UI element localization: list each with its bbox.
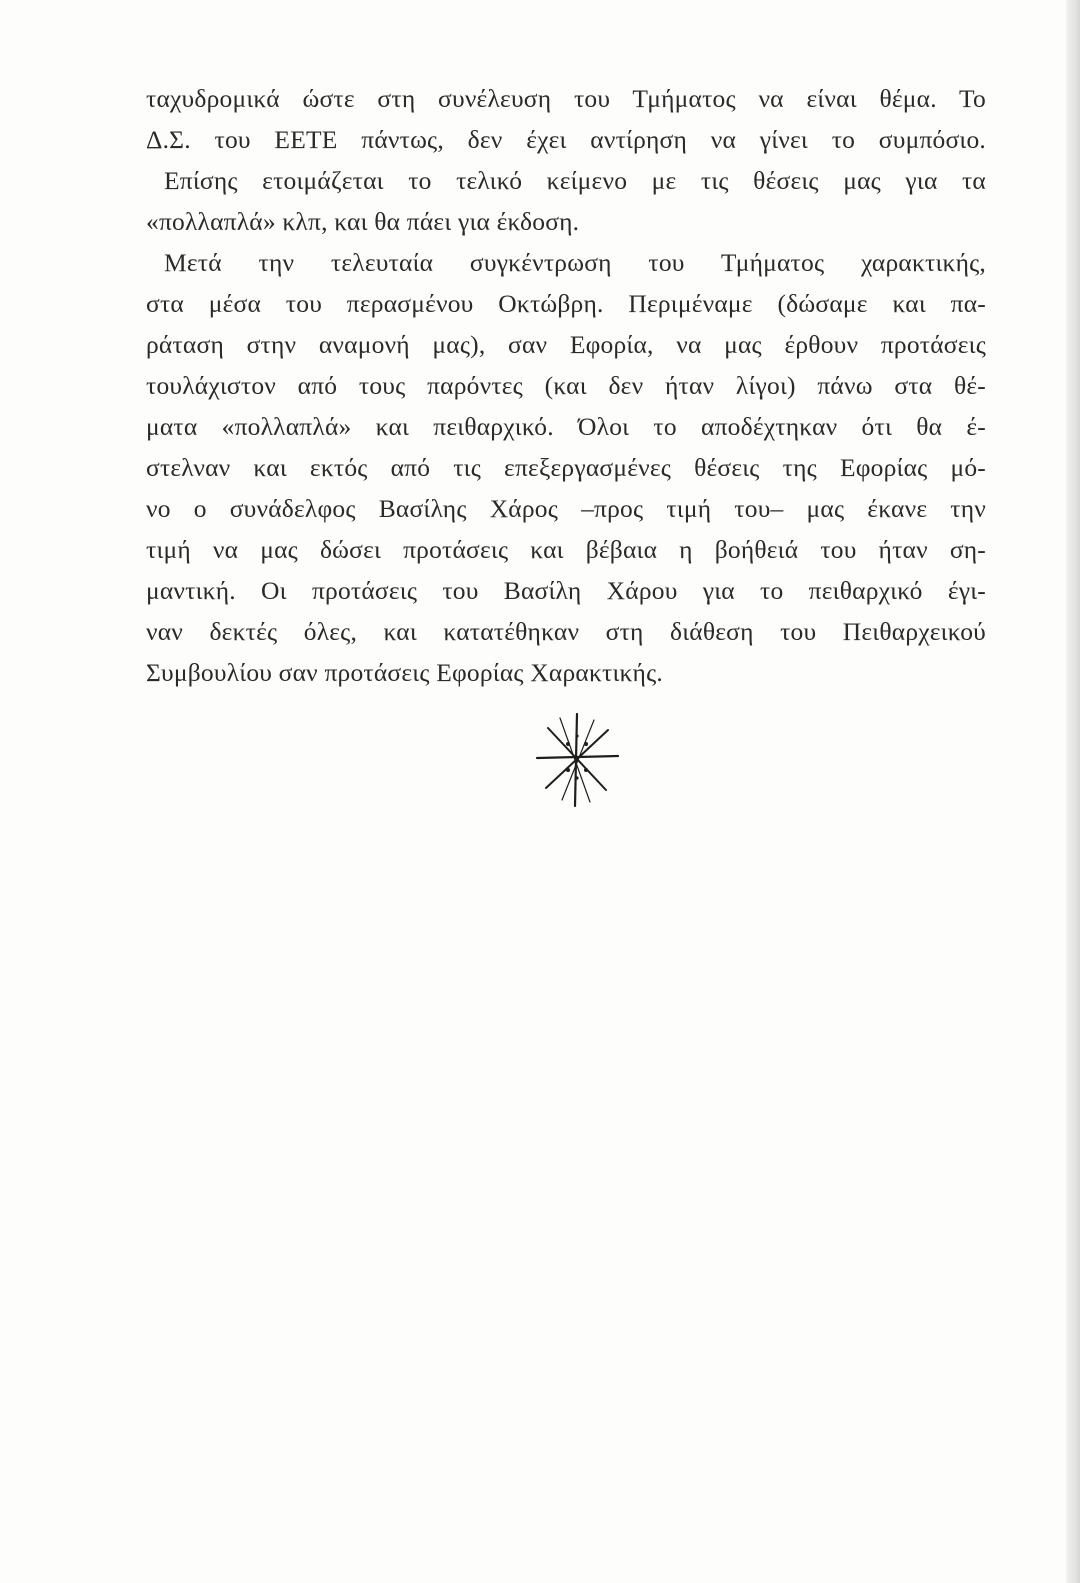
body-text <box>146 78 986 693</box>
text-line: «πολλαπλά» κλπ, και θα πάει για έκδοση. <box>146 207 580 236</box>
text-line: Επίσης ετοιμάζεται το τελικό κείμενο με τις θέσεις μας για τα <box>164 166 986 195</box>
text-line: Συμβουλίου σαν προτάσεις Εφορίας Χαρακτικής. <box>146 658 663 687</box>
text-line: Μετά την τελευταία συγκέντρωση του Τμήματος χαρακτικής, <box>164 248 986 277</box>
text-line: Δ.Σ. του ΕΕΤΕ πάντως, δεν έχει αντίρηση να γίνει το συμπόσιο. <box>146 125 986 154</box>
text-line: ναν δεκτές όλες, και κατατέθηκαν στη διάθεση του Πειθαρχεικού <box>146 617 986 646</box>
text-line: ματα «πολλαπλά» και πειθαρχικό. Όλοι το αποδέχτηκαν ότι θα έ- <box>146 412 986 441</box>
text-line: στα μέσα του περασμένου Οκτώβρη. Περιμέναμε (δώσαμε και πα- <box>146 289 986 318</box>
text-line: ράταση στην αναμονή μας), σαν Εφορία, να μας έρθουν προτάσεις <box>146 330 986 359</box>
asterisk-ornament-icon <box>532 710 622 810</box>
text-line: τουλάχιστον από τους παρόντες (και δεν ήταν λίγοι) πάνω στα θέ- <box>146 371 986 400</box>
text-line: τιμή να μας δώσει προτάσεις και βέβαια η βοήθειά του ήταν ση- <box>146 535 986 564</box>
text-line: στελναν και εκτός από τις επεξεργασμένες θέσεις της Εφορίας μό- <box>146 453 986 482</box>
text-line: μαντική. Οι προτάσεις του Βασίλη Χάρου για το πειθαρχικό έγι- <box>146 576 986 605</box>
text-line: ταχυδρομικά ώστε στη συνέλευση του Τμήματος να είναι θέμα. Το <box>146 84 986 113</box>
page-edge-shadow <box>1066 0 1080 1583</box>
text-line: νο ο συνάδελφος Βασίλης Χάρος –προς τιμή του– μας έκανε την <box>146 494 986 523</box>
